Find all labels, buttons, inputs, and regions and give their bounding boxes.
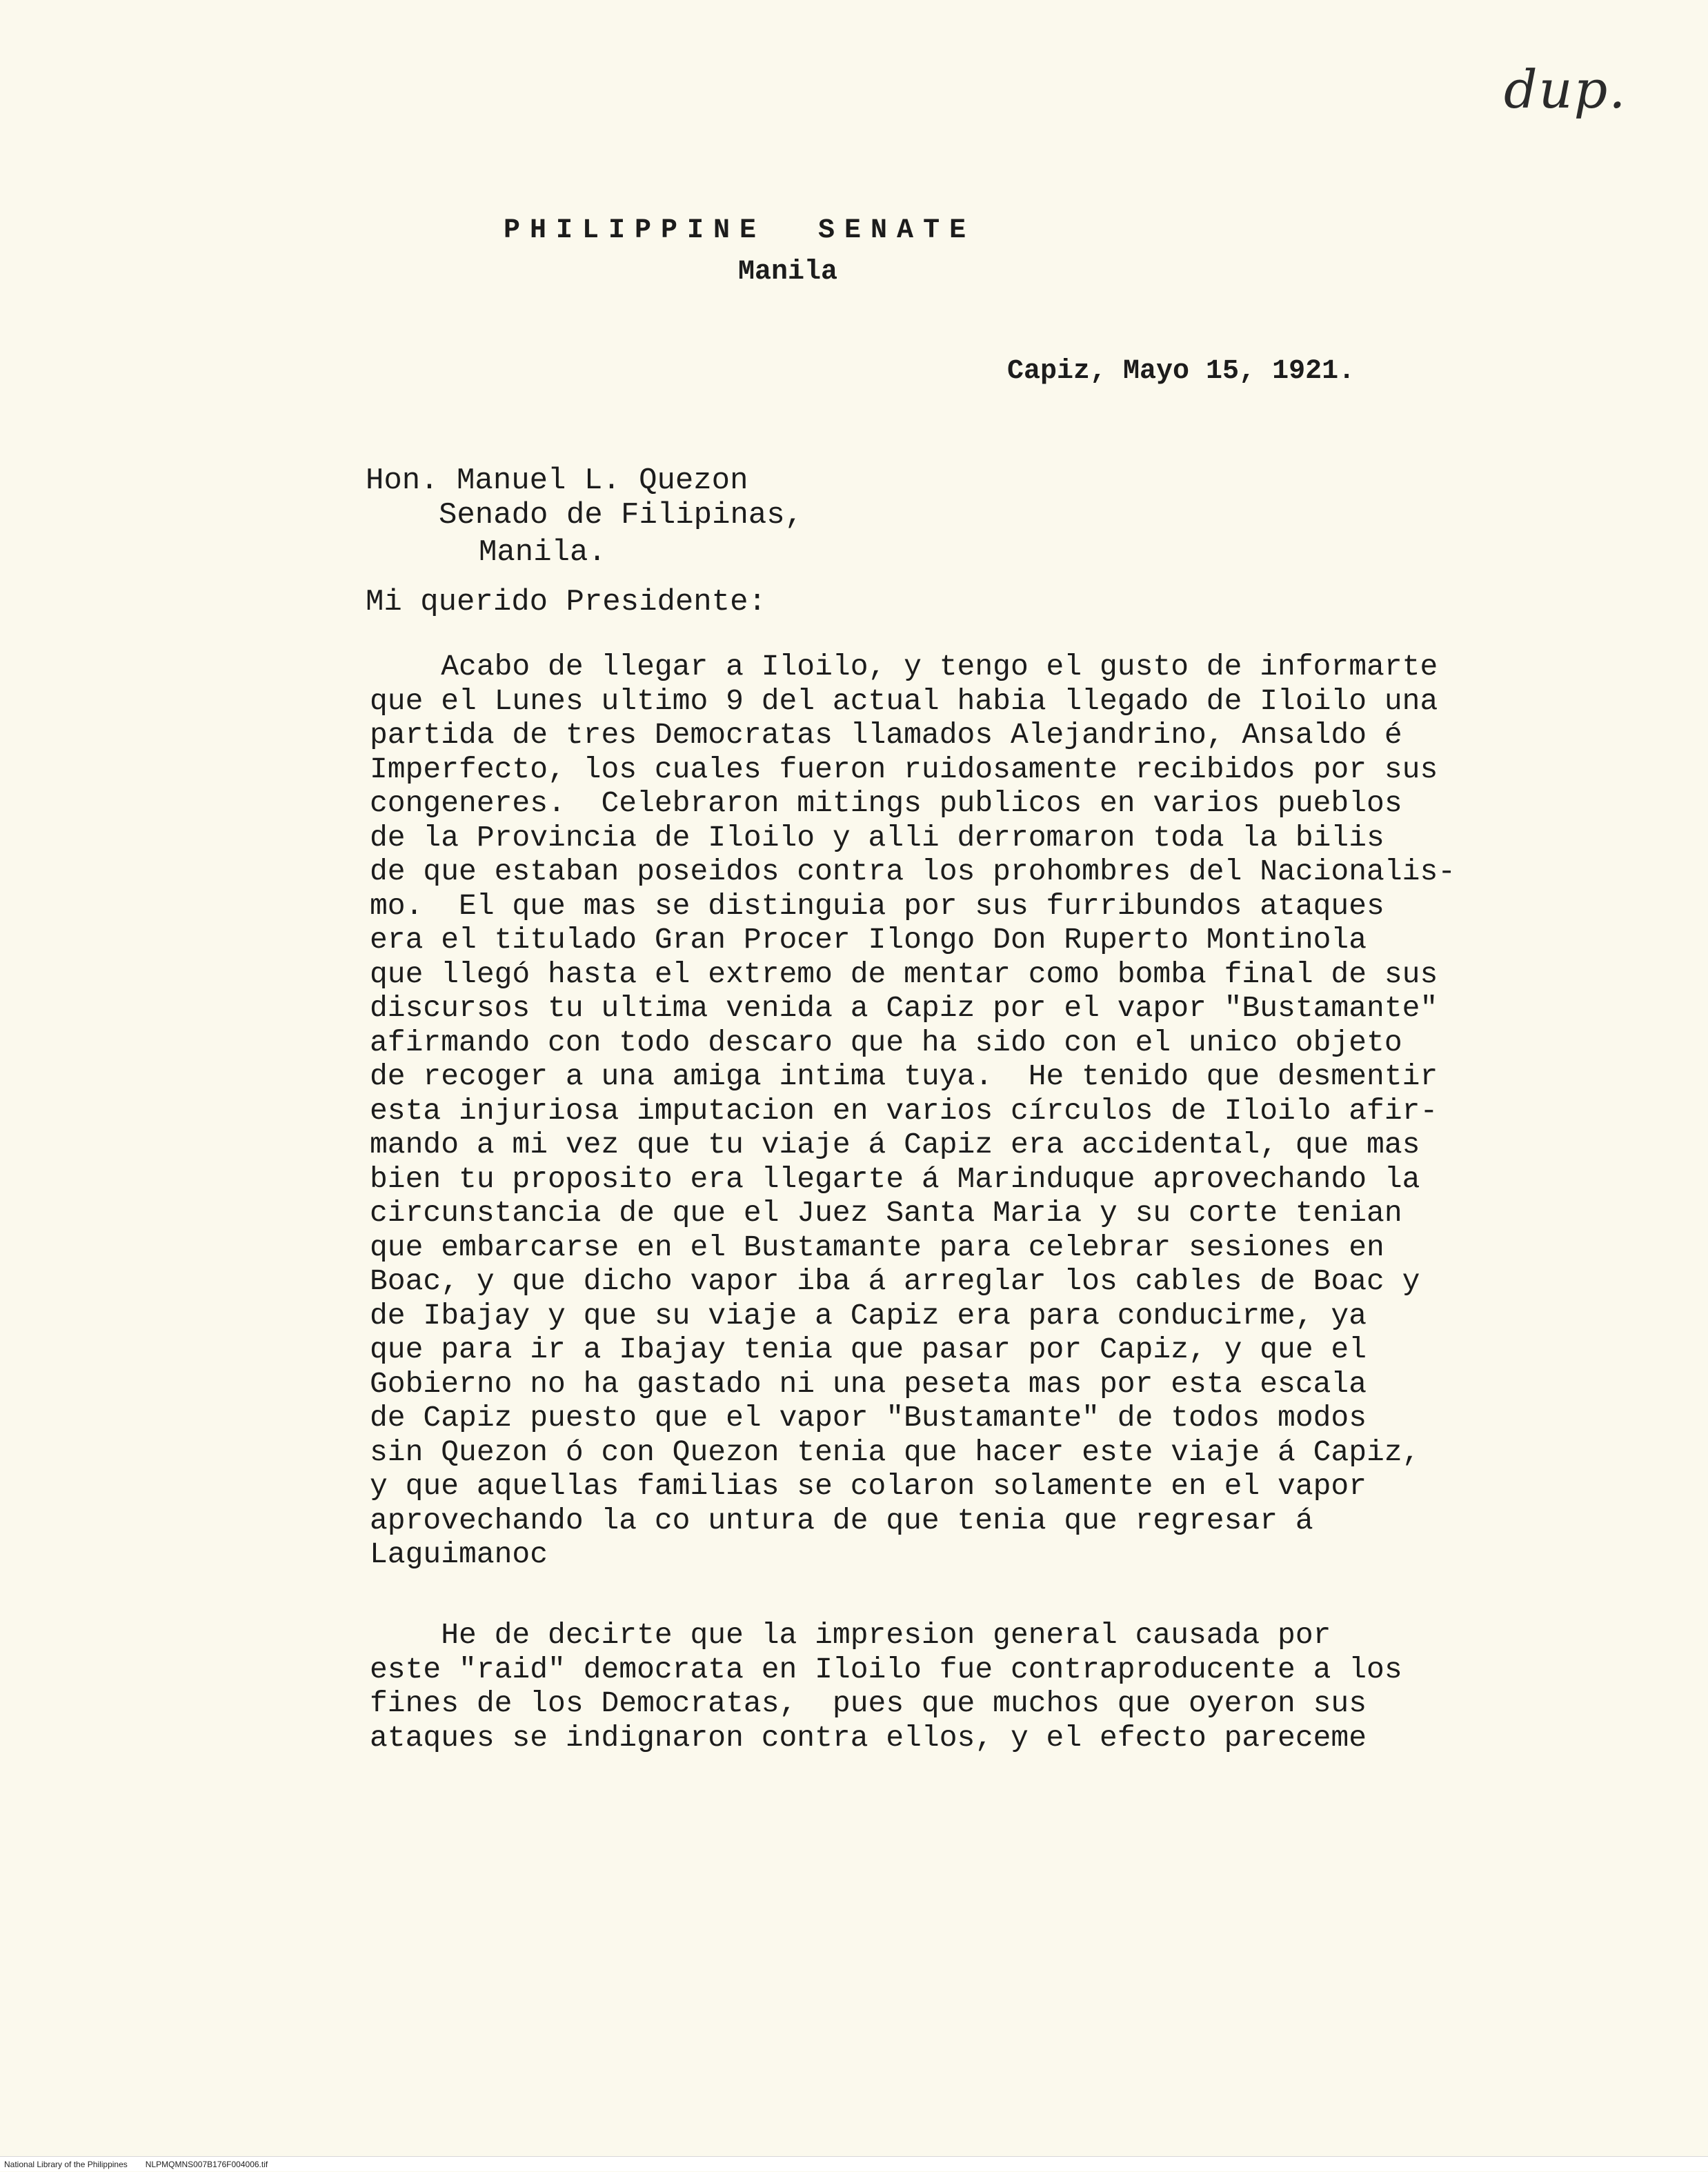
text-line: discursos tu ultima venida a Capiz por el vapor "Bustamante" [370,991,1438,1025]
letter-date: Capiz, Mayo 15, 1921. [1007,356,1356,387]
text-line: que para ir a Ibajay tenia que pasar por Capiz, y que el [370,1333,1367,1366]
recipient-institution: Senado de Filipinas, [439,498,804,532]
text-line: de que estaban poseidos contra los prohombres del Nacionalis- [370,855,1456,888]
text-line: aprovechando la co untura de que tenia que regresar á [370,1503,1313,1537]
text-line: de Capiz puesto que el vapor "Bustamante" de todos modos [370,1401,1367,1435]
recipient-name: Hon. Manuel L. Quezon [366,464,748,498]
text-line: mando a mi vez que tu viaje á Capiz era accidental, que mas [370,1128,1420,1162]
text-line: que embarcarse en el Bustamante para celebrar sesiones en [370,1230,1384,1264]
text-line: de la Provincia de Iloilo y alli derromaron toda la bilis [370,820,1384,855]
archive-footer [0,2156,1708,2171]
text-line: congeneres. Celebraron mitings publicos en varios pueblos [370,786,1402,820]
text-line: este "raid" democrata en Iloilo fue contraproducente a los [370,1652,1402,1686]
text-line: Laguimanoc [370,1537,548,1571]
text-line: mo. El que mas se distinguia por sus furribundos ataques [370,888,1384,923]
file-id: NLPMQMNS007B176F004006.tif [145,2160,268,2169]
text-line: Imperfecto, los cuales fueron ruidosamente recibidos por sus [370,752,1438,786]
text-line: bien tu proposito era llegarte á Marinduque aprovechando la [370,1162,1420,1196]
text-line: era el titulado Gran Procer Ilongo Don Ruperto Montinola [370,923,1367,957]
text-line: esta injuriosa imputacion en varios círculos de Iloilo afir- [370,1093,1438,1128]
text-line: Gobierno no ha gastado ni una peseta mas por esta escala [370,1366,1367,1401]
salutation: Mi querido Presidente: [366,585,766,619]
text-line: y que aquellas familias se colaron solamente en el vapor [370,1469,1367,1503]
text-line: de Ibajay y que su viaje a Capiz era para conducirme, ya [370,1298,1367,1333]
handwritten-annotation: dup. [1504,59,1627,120]
text-line: de recoger a una amiga intima tuya. He tenido que desmentir [370,1059,1438,1093]
recipient-city: Manila. [479,535,606,570]
text-line: partida de tres Democratas llamados Alejandrino, Ansaldo é [370,718,1402,752]
body-paragraph-1 [370,650,1473,1572]
letterhead-city: Manila [738,257,838,288]
text-line: fines de los Democratas, pues que muchos que oyeron sus [370,1686,1367,1720]
text-line: que el Lunes ultimo 9 del actual habia llegado de Iloilo una [370,684,1438,718]
archive-name: National Library of the Philippines [4,2160,128,2169]
text-line: ataques se indignaron contra ellos, y el efecto pareceme [370,1720,1367,1755]
text-line: afirmando con todo descaro que ha sido con el unico objeto [370,1025,1402,1059]
text-line: Boac, y que dicho vapor iba á arreglar los cables de Boac y [370,1264,1420,1298]
body-paragraph-2 [370,1618,1473,1755]
text-line: Acabo de llegar a Iloilo, y tengo el gusto de informarte [370,650,1438,684]
text-line: que llegó hasta el extremo de mentar como bomba final de sus [370,957,1438,991]
text-line: circunstancia de que el Juez Santa Maria y su corte tenian [370,1196,1402,1230]
letterhead-title: PHILIPPINE SENATE [504,215,976,246]
letterhead [504,214,1104,288]
text-line: He de decirte que la impresion general causada por [370,1618,1331,1652]
text-line: sin Quezon ó con Quezon tenia que hacer este viaje á Capiz, [370,1435,1420,1469]
